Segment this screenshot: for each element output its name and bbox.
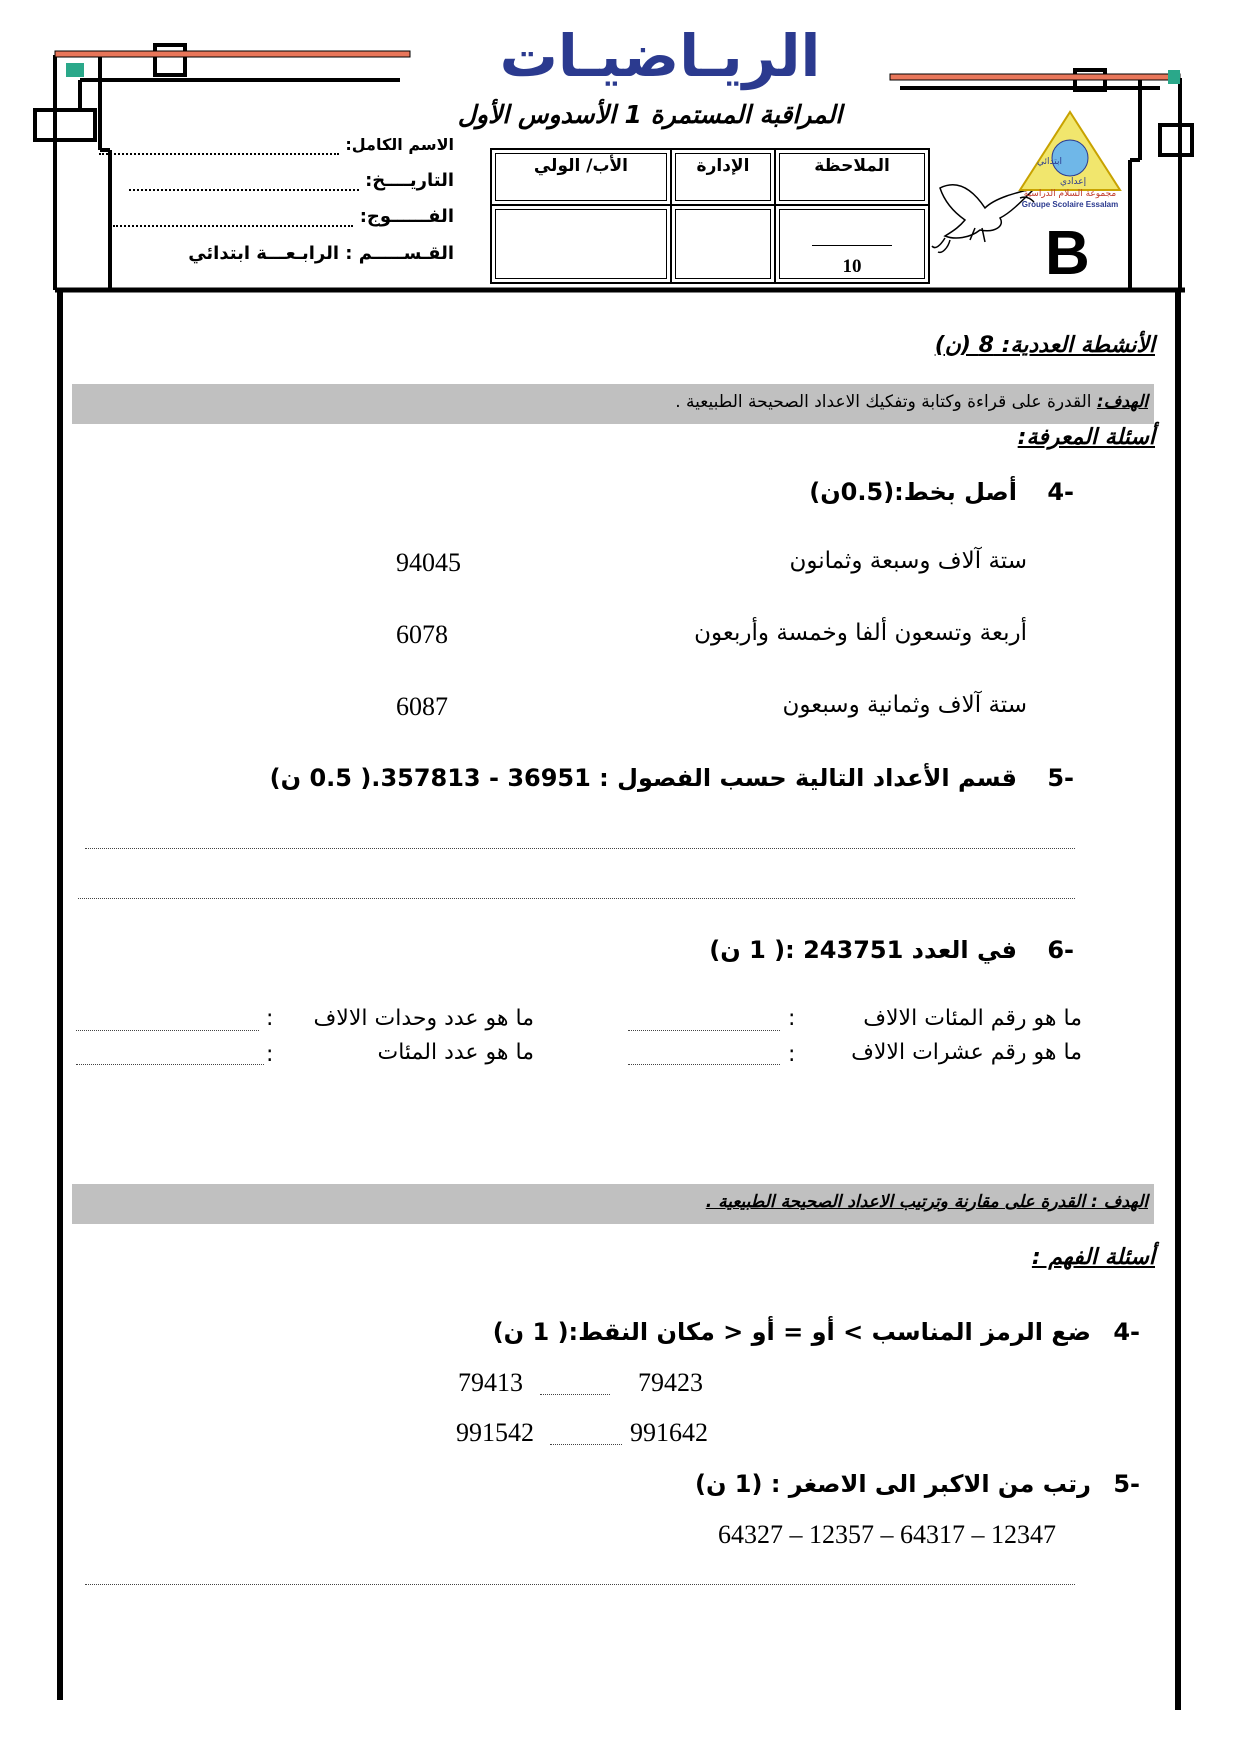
comprehension-questions-title: أسئلة الفهم : [1031, 1245, 1155, 1270]
goal-1 [675, 392, 1148, 412]
full-name-dots [99, 153, 339, 155]
question-4a-text: أصل بخط:(0.5ن) [809, 478, 1017, 506]
exam-subtitle: المراقبة المستمرة 1 الأسدوس الأول [457, 100, 843, 129]
compare-left: 79423 [638, 1368, 703, 1397]
ask-item: ما هو رقم عشرات الالاف [851, 1040, 1082, 1065]
logo-primary-text: ابتدائي [1037, 157, 1062, 167]
grade-score-cell [775, 205, 929, 283]
group-field [113, 206, 454, 227]
page-title: الريـاضيـات [499, 22, 821, 90]
word-item: أربعة وتسعون ألفا وخمسة وأربعون [694, 620, 1027, 646]
compare-right: 991542 [456, 1418, 534, 1447]
question-4a [809, 478, 1074, 506]
exam-version-letter: B [1045, 219, 1090, 288]
question-5b-number: -5 [1113, 1470, 1140, 1498]
section1-title: الأنشطة العددية: 8 (ن) [934, 333, 1155, 358]
compare-right: 79413 [458, 1368, 523, 1397]
question-6a-number: -6 [1047, 936, 1074, 964]
answer-dots[interactable] [76, 1064, 264, 1065]
answer-dots[interactable] [628, 1030, 780, 1031]
grade-col-admin: الإدارة [671, 149, 775, 205]
school-logo [1015, 110, 1125, 210]
date-dots [129, 189, 359, 191]
grade-parent-cell [491, 205, 671, 283]
goal-2-text: الهدف : القدرة على مقارنة وترتيب الاعداد الصحيحة الطبيعية . [705, 1192, 1148, 1212]
logo-school-ar: مجموعة السلام الدراسية [1023, 189, 1117, 199]
question-4b-text: ضع الرمز المناسب > أو = أو < مكان النقط:( 1 ن) [492, 1318, 1091, 1346]
knowledge-questions-title: أسئلة المعرفة: [1017, 425, 1155, 450]
grade-col-parent: الأب/ الولي [491, 149, 671, 205]
grades-table [490, 148, 930, 284]
section-field [188, 243, 454, 264]
question-5a-text: قسم الأعداد التالية حسب الفصول : 36951 - 357813.( 0.5 ن) [269, 764, 1017, 792]
question-5b-text: رتب من الاكبر الى الاصغر : (1 ن) [694, 1470, 1091, 1498]
question-5a-number: -5 [1047, 764, 1074, 792]
question-5b [695, 1470, 1140, 1498]
ask-item: ما هو رقم المئات الالاف [863, 1006, 1082, 1031]
number-item: 94045 [396, 548, 461, 577]
word-item: ستة آلاف وثمانية وسبعون [782, 692, 1027, 718]
question-6a [709, 936, 1074, 964]
group-dots [113, 225, 353, 227]
answer-line[interactable] [78, 898, 1075, 899]
date-field [129, 170, 454, 191]
goal-1-label: الهدف: [1096, 392, 1148, 412]
grade-col-remark: الملاحظة [775, 149, 929, 205]
number-item: 6078 [396, 620, 448, 649]
section-label: القـســـــم : [345, 243, 454, 264]
date-label: التاريــــخ: [365, 170, 454, 191]
answer-line[interactable] [85, 848, 1075, 849]
grade-admin-cell [671, 205, 775, 283]
compare-blank[interactable] [550, 1444, 622, 1445]
answer-line[interactable] [85, 1584, 1075, 1585]
question-6a-text: في العدد 243751 :( 1 ن) [709, 936, 1017, 964]
ask-item: ما هو عدد المئات [377, 1040, 534, 1065]
score-line [812, 245, 892, 246]
logo-school-fr: Groupe Scolaire Essalam [1021, 200, 1119, 209]
group-label: الفــــــوج: [359, 206, 454, 227]
order-numbers: 64327 – 12357 – 64317 – 12347 [718, 1520, 1056, 1549]
full-name-label: الاسم الكامل: [345, 135, 454, 154]
number-item: 6087 [396, 692, 448, 721]
question-4a-number: -4 [1047, 478, 1074, 506]
goal-1-text: القدرة على قراءة وكتابة وتفكيك الاعداد الصحيحة الطبيعية . [675, 392, 1092, 412]
grade-total: 10 [842, 256, 862, 277]
answer-dots[interactable] [628, 1064, 780, 1065]
question-4b-number: -4 [1113, 1318, 1140, 1346]
section-value: الرابـعـــة ابتدائي [188, 243, 340, 264]
compare-blank[interactable] [540, 1394, 610, 1395]
compare-left: 991642 [630, 1418, 708, 1447]
question-4b [493, 1318, 1140, 1346]
question-5a [270, 764, 1074, 792]
logo-middle-text: إعدادي [1060, 177, 1087, 187]
word-item: ستة آلاف وسبعة وثمانون [789, 548, 1027, 574]
answer-dots[interactable] [76, 1030, 259, 1031]
ask-item: ما هو عدد وحدات الالاف [313, 1006, 534, 1031]
full-name-field [99, 134, 454, 155]
